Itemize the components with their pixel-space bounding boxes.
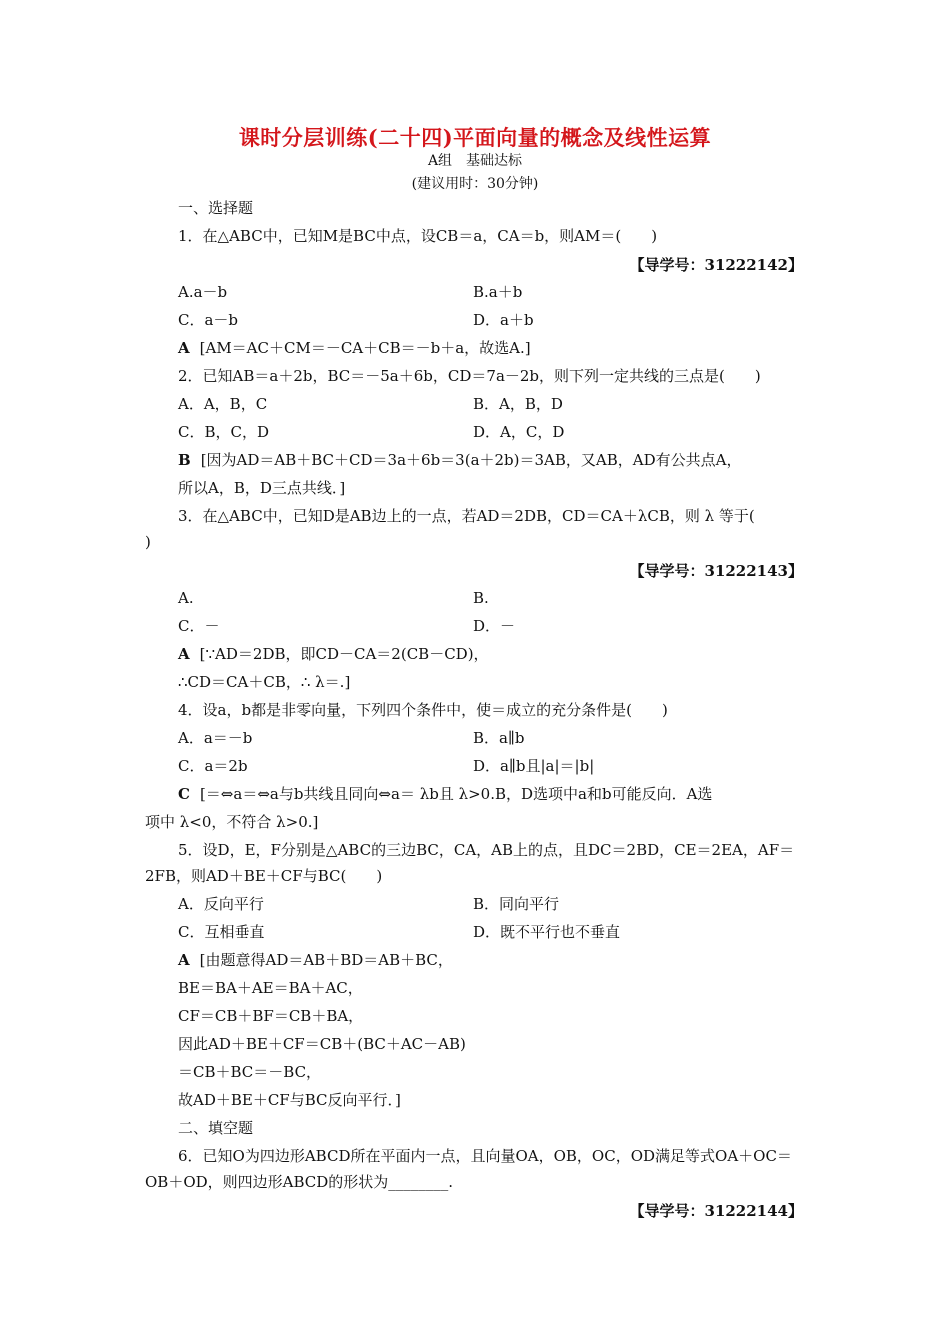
q5-option-d: D．既不平行也不垂直 (473, 923, 621, 941)
q5-option-b: B．同向平行 (473, 895, 560, 913)
page-title: 课时分层训练(二十四)平面向量的概念及线性运算 (238, 125, 712, 150)
q2-answer-letter: B (178, 451, 191, 469)
q3-option-a: A. (178, 589, 194, 607)
q3-answer (178, 644, 489, 664)
q5-answer-line2: BE＝BA＋AE＝BA＋AC， (178, 979, 363, 997)
q5-stem-cont: 2FB，则AD＋BE＋CF与BC( ) (145, 867, 383, 885)
q1-guide-number: 【导学号：31222142】 (629, 256, 803, 274)
section-fill-blank: 二、填空题 (178, 1119, 254, 1137)
q2-answer (178, 450, 741, 470)
q4-option-a: A．a＝－b (178, 729, 253, 747)
q1-option-a: A.a－b (178, 283, 228, 301)
q5-stem: 5．设D，E，F分别是△ABC的三边BC，CA，AB上的点，且DC＝2BD，CE＝2EA，AF＝ (178, 841, 795, 859)
q3-answer-text: [∵AD＝2DB，即CD－CA＝2(CB－CD)， (199, 645, 489, 663)
q4-answer-letter: C (178, 785, 190, 803)
q3-option-b: B. (473, 589, 489, 607)
q1-option-d: D．a＋b (473, 311, 534, 329)
q5-option-a: A．反向平行 (178, 895, 264, 913)
q2-answer-cont: 所以A，B，D三点共线．] (178, 479, 346, 497)
q4-option-d: D．a∥b且|a|＝|b| (473, 757, 595, 775)
q2-stem: 2．已知AB＝a＋2b，BC＝－5a＋6b，CD＝7a－2b，则下列一定共线的三点是( ) (178, 367, 761, 385)
q1-answer-text: [AM＝AC＋CM＝－CA＋CB＝－b＋a，故选A.] (199, 339, 531, 357)
q4-option-c: C．a＝2b (178, 757, 248, 775)
q5-answer (178, 950, 453, 970)
q3-guide-number: 【导学号：31222143】 (629, 562, 803, 580)
q3-option-c: C．－ (178, 617, 220, 635)
q3-answer-cont: ∴CD＝CA＋CB，∴ λ＝.] (178, 673, 351, 691)
q2-option-c: C．B，C，D (178, 423, 270, 441)
q6-stem-cont: OB＋OD，则四边形ABCD的形状为________. (145, 1173, 454, 1191)
q5-answer-line3: CF＝CB＋BF＝CB＋BA， (178, 1007, 364, 1025)
q2-option-b: B．A，B，D (473, 395, 563, 413)
q3-stem-cont: ) (145, 533, 151, 551)
q3-option-d: D．－ (473, 617, 516, 635)
q2-option-a: A．A，B，C (178, 395, 268, 413)
q5-answer-text: [由题意得AD＝AB＋BD＝AB＋BC， (199, 951, 453, 969)
q1-option-c: C．a－b (178, 311, 239, 329)
section-choice: 一、选择题 (178, 199, 254, 217)
q5-answer-letter: A (178, 951, 190, 969)
q4-option-b: B．a∥b (473, 729, 525, 747)
q5-answer-line5: ＝CB＋BC＝－BC， (178, 1063, 322, 1081)
q5-answer-line4: 因此AD＋BE＋CF＝CB＋(BC＋AC－AB) (178, 1035, 466, 1053)
q2-answer-text: [因为AD＝AB＋BC＋CD＝3a＋6b＝3(a＋2b)＝3AB，又AB，AD有公共点A， (200, 451, 742, 469)
q4-answer-text: [＝⇔a＝⇔a与b共线且同向⇔a＝ λb且 λ>0.B，D选项中a和b可能反向．A选 (199, 785, 713, 803)
q1-answer (178, 338, 531, 358)
q5-option-c: C．互相垂直 (178, 923, 265, 941)
q5-answer-line6: 故AD＋BE＋CF与BC反向平行．] (178, 1091, 401, 1109)
q6-guide-number: 【导学号：31222144】 (629, 1202, 803, 1220)
group-label: A组 基础达标 (427, 153, 523, 169)
q6-stem: 6．已知O为四边形ABCD所在平面内一点，且向量OA，OB，OC，OD满足等式OA＋OC＝ (178, 1147, 792, 1165)
q4-answer (178, 784, 712, 804)
q3-answer-letter: A (178, 645, 190, 663)
q4-answer-cont: 项中 λ<0，不符合 λ>0.] (145, 813, 319, 831)
q4-stem: 4．设a，b都是非零向量，下列四个条件中，使＝成立的充分条件是( ) (178, 701, 668, 719)
q1-answer-letter: A (178, 339, 190, 357)
q1-option-b: B.a＋b (473, 283, 523, 301)
q3-stem: 3．在△ABC中，已知D是AB边上的一点，若AD＝2DB，CD＝CA＋λCB，则 λ 等于( (178, 507, 755, 525)
time-suggestion: (建议用时：30分钟) (411, 176, 539, 192)
q2-option-d: D．A，C，D (473, 423, 565, 441)
q1-stem: 1．在△ABC中，已知M是BC中点，设CB＝a，CA＝b，则AM＝( ) (178, 227, 658, 245)
